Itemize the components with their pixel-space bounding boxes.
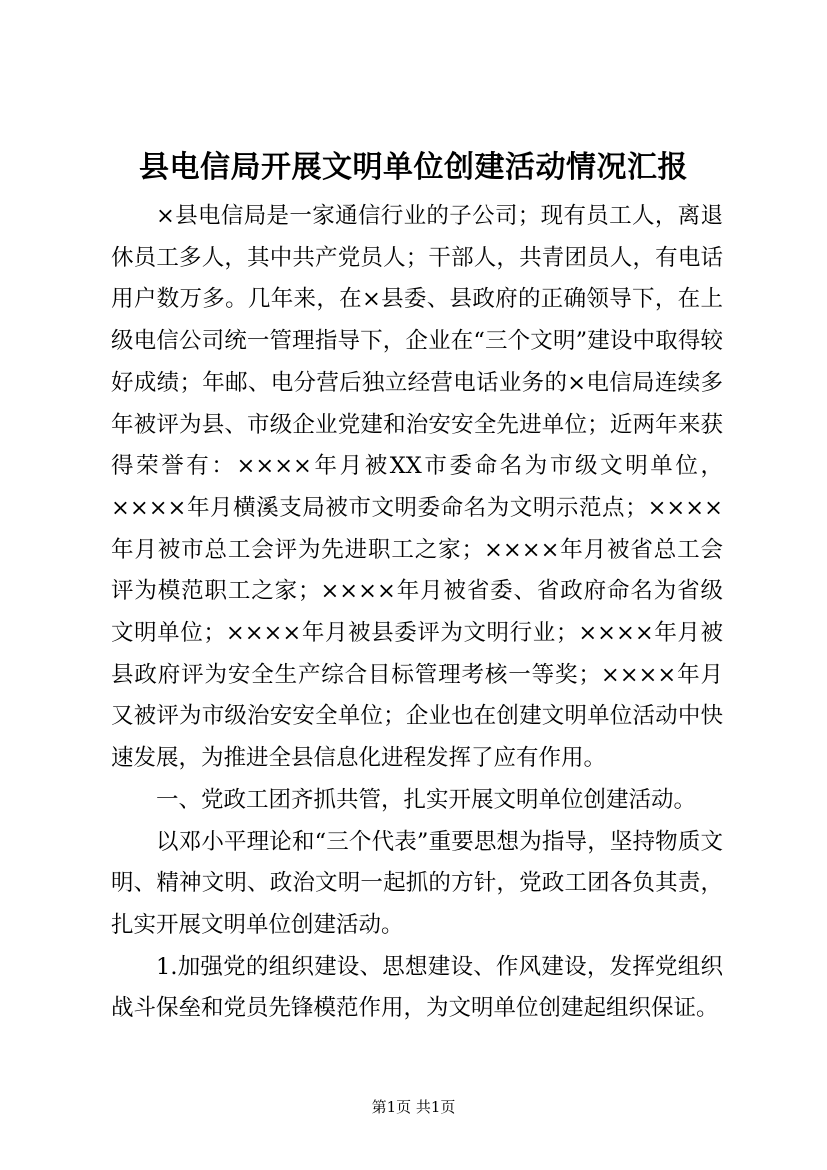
section-1-paragraph: 以邓小平理论和“三个代表”重要思想为指导，坚持物质文明、精神文明、政治文明一起抓的方针，党政工团各负其责，扎实开展文明单位创建活动。 <box>111 828 723 938</box>
intro-paragraph: ×县电信局是一家通信行业的子公司；现有员工人，离退休员工多人，其中共产党员人；干部人，共青团员人，有电话用户数万多。几年来，在×县委、县政府的正确领导下，在上级电信公司统一管理指导下，企业在“三个文明”建设中取得较好成绩；年邮、电分营后独立经营电话业务的×电信局连续多年被评为县、市级企业党建和治安安全先进单位；近两年来获得荣誉有：××××年月被XX市委命名为市级文明单位，××××年月横溪支局被市文明委命名为文明示范点；××××年月被市总工会评为先进职工之家；××××年月被省总工会评为模范职工之家；××××年月被省委、省政府命名为省级文明单位；××××年月被县委评为文明行业；××××年月被县政府评为安全生产综合目标管理考核一等奖；××××年月又被评为市级治安安全单位；企业也在创建文明单位活动中快速发展，为推进全县信息化进程发挥了应有作用。 <box>111 203 723 772</box>
section-1-item-1: 1.加强党的组织建设、思想建设、作风建设，发挥党组织战斗保垒和党员先锋模范作用，为文明单位创建起组织保证。 <box>111 953 723 1022</box>
section-heading-1: 一、党政工团齐抓共管，扎实开展文明单位创建活动。 <box>156 786 697 813</box>
page-number-footer: 第1页 共1页 <box>371 1098 456 1116</box>
document-title: 县电信局开展文明单位创建活动情况汇报 <box>139 150 688 185</box>
document-body <box>111 196 723 1030</box>
